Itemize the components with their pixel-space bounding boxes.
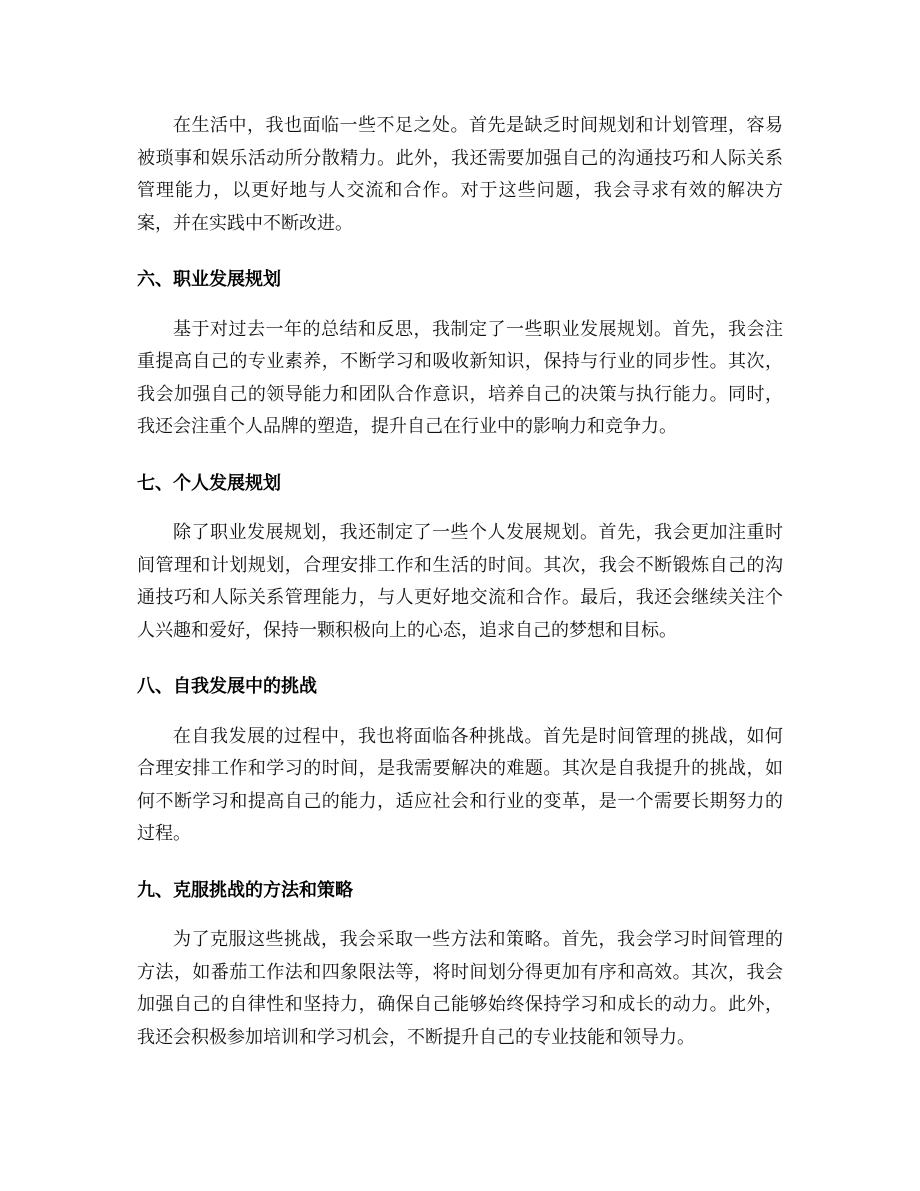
section-heading-personal-plan: 七、个人发展规划 bbox=[137, 472, 281, 494]
section-heading-strategies: 九、克服挑战的方法和策略 bbox=[137, 879, 353, 901]
paragraph-career-plan: 基于对过去一年的总结和反思，我制定了一些职业发展规划。首先，我会注重提高自己的专业素养，不断学习和吸收新知识，保持与行业的同步性。其次，我会加强自己的领导能力和团队合作意识，培养自己的决策与执行能力。同时，我还会注重个人品牌的塑造，提升自己在行业中的影响力和竞争力。 bbox=[137, 318, 783, 437]
paragraph-shortcomings: 在生活中，我也面临一些不足之处。首先是缺乏时间规划和计划管理，容易被琐事和娱乐活动所分散精力。此外，我还需要加强自己的沟通技巧和人际关系管理能力，以更好地与人交流和合作。对于这些问题，我会寻求有效的解决方案，并在实践中不断改进。 bbox=[137, 115, 783, 234]
section-heading-career-plan: 六、职业发展规划 bbox=[137, 269, 281, 290]
paragraph-personal-plan: 除了职业发展规划，我还制定了一些个人发展规划。首先，我会更加注重时间管理和计划规划，合理安排工作和生活的时间。其次，我会不断锻炼自己的沟通技巧和人际关系管理能力，与人更好地交流和合作。最后，我还会继续关注个人兴趣和爱好，保持一颗积极向上的心态，追求自己的梦想和目标。 bbox=[137, 522, 783, 641]
paragraph-strategies: 为了克服这些挑战，我会采取一些方法和策略。首先，我会学习时间管理的方法，如番茄工作法和四象限法等，将时间划分得更加有序和高效。其次，我会加强自己的自律性和坚持力，确保自己能够始终保持学习和成长的动力。此外，我还会积极参加培训和学习机会，不断提升自己的专业技能和领导力。 bbox=[137, 929, 783, 1048]
paragraph-challenges: 在自我发展的过程中，我也将面临各种挑战。首先是时间管理的挑战，如何合理安排工作和学习的时间，是我需要解决的难题。其次是自我提升的挑战，如何不断学习和提高自己的能力，适应社会和行业的变革，是一个需要长期努力的过程。 bbox=[137, 725, 783, 844]
document-page bbox=[137, 110, 783, 1054]
section-heading-challenges: 八、自我发展中的挑战 bbox=[137, 676, 317, 697]
